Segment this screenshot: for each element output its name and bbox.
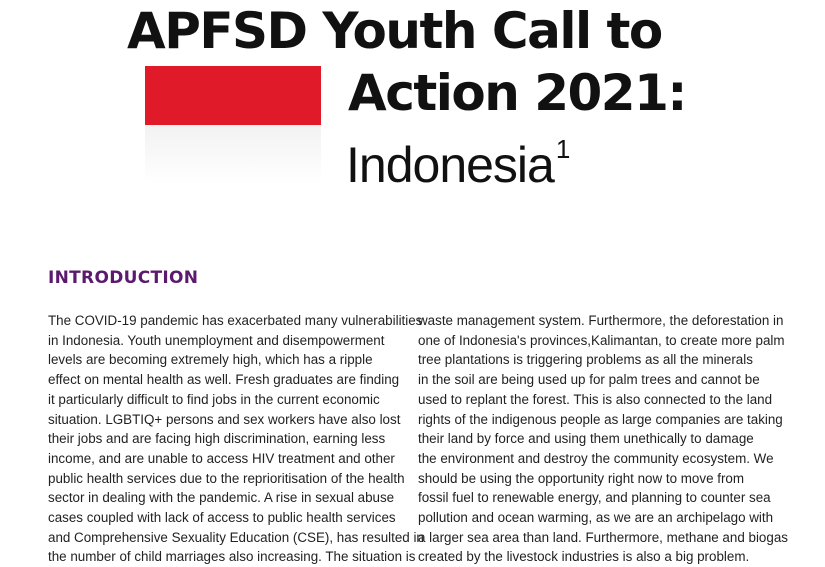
paragraph-right: [418, 311, 798, 567]
text-line: sector in dealing with the pandemic. A rise in sexual abuse: [48, 490, 395, 506]
paragraph-left: [48, 311, 424, 567]
text-line: situation. LGBTIQ+ persons and sex workers have also lost: [48, 411, 401, 427]
flag-red-band: [145, 66, 321, 125]
text-line: cases coupled with lack of access to public health services: [48, 510, 396, 526]
text-line: in the soil are being used up for palm trees and cannot be: [418, 372, 760, 388]
text-line: their land by force and using them unethically to damage: [418, 431, 754, 447]
document-title-line-1: APFSD Youth Call to: [127, 2, 662, 60]
section-heading-introduction: INTRODUCTION: [48, 268, 199, 288]
text-line: income, and are unable to access HIV treatment and other: [48, 450, 395, 466]
country-name: Indonesia: [346, 137, 554, 193]
text-line: public health services due to the reprioritisation of the health: [48, 470, 405, 486]
text-line: created by the livestock industries is also a big problem.: [418, 549, 750, 565]
text-line: levels are becoming extremely high, which has a ripple: [48, 352, 373, 368]
text-line: a larger sea area than land. Furthermore, methane and biogas: [418, 529, 788, 545]
footnote-marker: 1: [555, 134, 570, 164]
text-line: one of Indonesia's provinces,Kalimantan, to create more palm: [418, 332, 785, 348]
text-line: the number of child marriages also increasing. The situation is: [48, 549, 416, 565]
text-line: it particularly difficult to find jobs in the current economic: [48, 391, 380, 407]
text-line: The COVID-19 pandemic has exacerbated many vulnerabilities: [48, 313, 423, 328]
flag-white-band: [145, 125, 321, 184]
body-column-left: [48, 311, 424, 567]
text-line: rights of the indigenous people as large companies are taking: [418, 411, 783, 427]
text-line: used to replant the forest. This is also connected to the land: [418, 391, 773, 407]
text-line: tree plantations is triggering problems as all the minerals: [418, 352, 753, 368]
text-line: waste management system. Furthermore, the deforestation in: [418, 313, 784, 328]
text-line: should be using the opportunity right now to move from: [418, 470, 745, 486]
text-line: in Indonesia. Youth unemployment and disempowerment: [48, 332, 385, 348]
text-line: their jobs and are facing high discrimination, earning less: [48, 431, 386, 447]
text-line: effect on mental health as well. Fresh graduates are finding: [48, 372, 400, 388]
indonesia-flag-image: [145, 66, 321, 184]
text-line: the environment and destroy the community ecosystem. We: [418, 450, 774, 466]
document-title-line-2: Action 2021:: [348, 64, 686, 122]
text-line: and Comprehensive Sexuality Education (CSE), has resulted in: [48, 529, 424, 545]
document-subtitle: [346, 120, 569, 194]
text-line: pollution and ocean warming, as we are an archipelago with: [418, 510, 774, 526]
body-column-right: [418, 311, 798, 567]
text-line: fossil fuel to renewable energy, and planning to counter sea: [418, 490, 771, 506]
